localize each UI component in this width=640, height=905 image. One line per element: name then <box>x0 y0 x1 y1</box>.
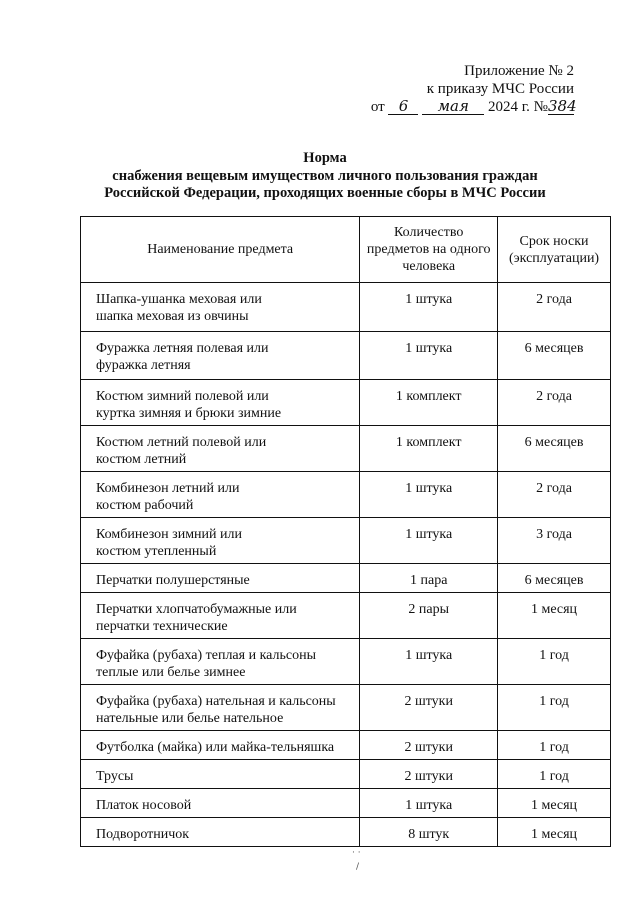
table-row <box>81 564 611 593</box>
item-name-cell: Платок носовой <box>81 789 360 818</box>
handwritten-day: 6 <box>388 98 418 115</box>
quantity-cell: 1 штука <box>360 789 498 818</box>
date-year: 2024 г. № <box>487 99 548 115</box>
table-row <box>81 789 611 818</box>
table-row <box>81 472 611 518</box>
title-line-1: Норма <box>303 150 347 166</box>
appendix-order-ref: к приказу МЧС России <box>426 81 574 97</box>
item-name-cell: Перчатки полушерстяные <box>81 564 360 593</box>
wear-term-cell: 6 месяцев <box>498 426 611 472</box>
header-item-name: Наименование предмета <box>81 217 360 283</box>
quantity-cell: 2 штуки <box>360 760 498 789</box>
wear-term-cell: 2 года <box>498 472 611 518</box>
quantity-cell: 1 штука <box>360 283 498 332</box>
wear-term-cell: 1 год <box>498 731 611 760</box>
table-header-row <box>81 217 611 283</box>
wear-term-cell: 6 месяцев <box>498 564 611 593</box>
item-name-cell: Комбинезон зимний или костюм утепленный <box>81 518 360 564</box>
appendix-number: Приложение № 2 <box>464 63 574 79</box>
item-name-cell: Фуражка летняя полевая или фуражка летняя <box>81 332 360 380</box>
table-row <box>81 685 611 731</box>
wear-term-cell: 1 месяц <box>498 789 611 818</box>
date-prefix: от <box>370 99 385 115</box>
item-name-cell: Перчатки хлопчатобумажные или перчатки технические <box>81 593 360 639</box>
table-row <box>81 283 611 332</box>
footer-mark-bottom: / <box>356 862 360 872</box>
quantity-cell: 1 штука <box>360 472 498 518</box>
item-name-cell: Шапка-ушанка меховая или шапка меховая из овчины <box>81 283 360 332</box>
quantity-cell: 2 штуки <box>360 685 498 731</box>
document-title <box>60 150 590 203</box>
table-body <box>81 283 611 847</box>
item-name-cell: Костюм зимний полевой или куртка зимняя и брюки зимние <box>81 380 360 426</box>
table-row <box>81 380 611 426</box>
table-row <box>81 593 611 639</box>
wear-term-cell: 6 месяцев <box>498 332 611 380</box>
title-line-3: Российской Федерации, проходящих военные сборы в МЧС России <box>104 185 546 201</box>
item-name-cell: Комбинезон летний или костюм рабочий <box>81 472 360 518</box>
wear-term-cell: 1 год <box>498 760 611 789</box>
appendix-date-line <box>370 97 577 116</box>
quantity-cell: 1 штука <box>360 518 498 564</box>
quantity-cell: 2 штуки <box>360 731 498 760</box>
table-row <box>81 332 611 380</box>
quantity-cell: 1 штука <box>360 332 498 380</box>
quantity-cell: 8 штук <box>360 818 498 847</box>
wear-term-cell: 1 год <box>498 639 611 685</box>
quantity-cell: 1 штука <box>360 639 498 685</box>
footer-mark-top: · · <box>352 848 361 858</box>
table-row <box>81 426 611 472</box>
appendix-block <box>370 62 577 116</box>
table-row <box>81 518 611 564</box>
wear-term-cell: 3 года <box>498 518 611 564</box>
title-line-2: снабжения вещевым имуществом личного пользования граждан <box>112 167 538 184</box>
item-name-cell: Фуфайка (рубаха) теплая и кальсоны теплые или белье зимнее <box>81 639 360 685</box>
wear-term-cell: 2 года <box>498 380 611 426</box>
table-row <box>81 760 611 789</box>
table-row <box>81 639 611 685</box>
wear-term-cell: 2 года <box>498 283 611 332</box>
wear-term-cell: 1 месяц <box>498 593 611 639</box>
quantity-cell: 1 комплект <box>360 380 498 426</box>
item-name-cell: Трусы <box>81 760 360 789</box>
wear-term-cell: 1 год <box>498 685 611 731</box>
quantity-cell: 1 пара <box>360 564 498 593</box>
supply-norm-table <box>80 216 611 847</box>
header-wear-term: Срок носки (эксплуатации) <box>498 217 611 283</box>
quantity-cell: 1 комплект <box>360 426 498 472</box>
handwritten-month: мая <box>422 98 484 115</box>
quantity-cell: 2 пары <box>360 593 498 639</box>
item-name-cell: Подворотничок <box>81 818 360 847</box>
item-name-cell: Костюм летний полевой или костюм летний <box>81 426 360 472</box>
header-quantity: Количество предметов на одного человека <box>360 217 498 283</box>
handwritten-order-number: 384 <box>548 97 577 115</box>
item-name-cell: Футболка (майка) или майка-тельняшка <box>81 731 360 760</box>
table-row <box>81 731 611 760</box>
item-name-cell: Фуфайка (рубаха) нательная и кальсоны нательные или белье нательное <box>81 685 360 731</box>
wear-term-cell: 1 месяц <box>498 818 611 847</box>
table-row <box>81 818 611 847</box>
